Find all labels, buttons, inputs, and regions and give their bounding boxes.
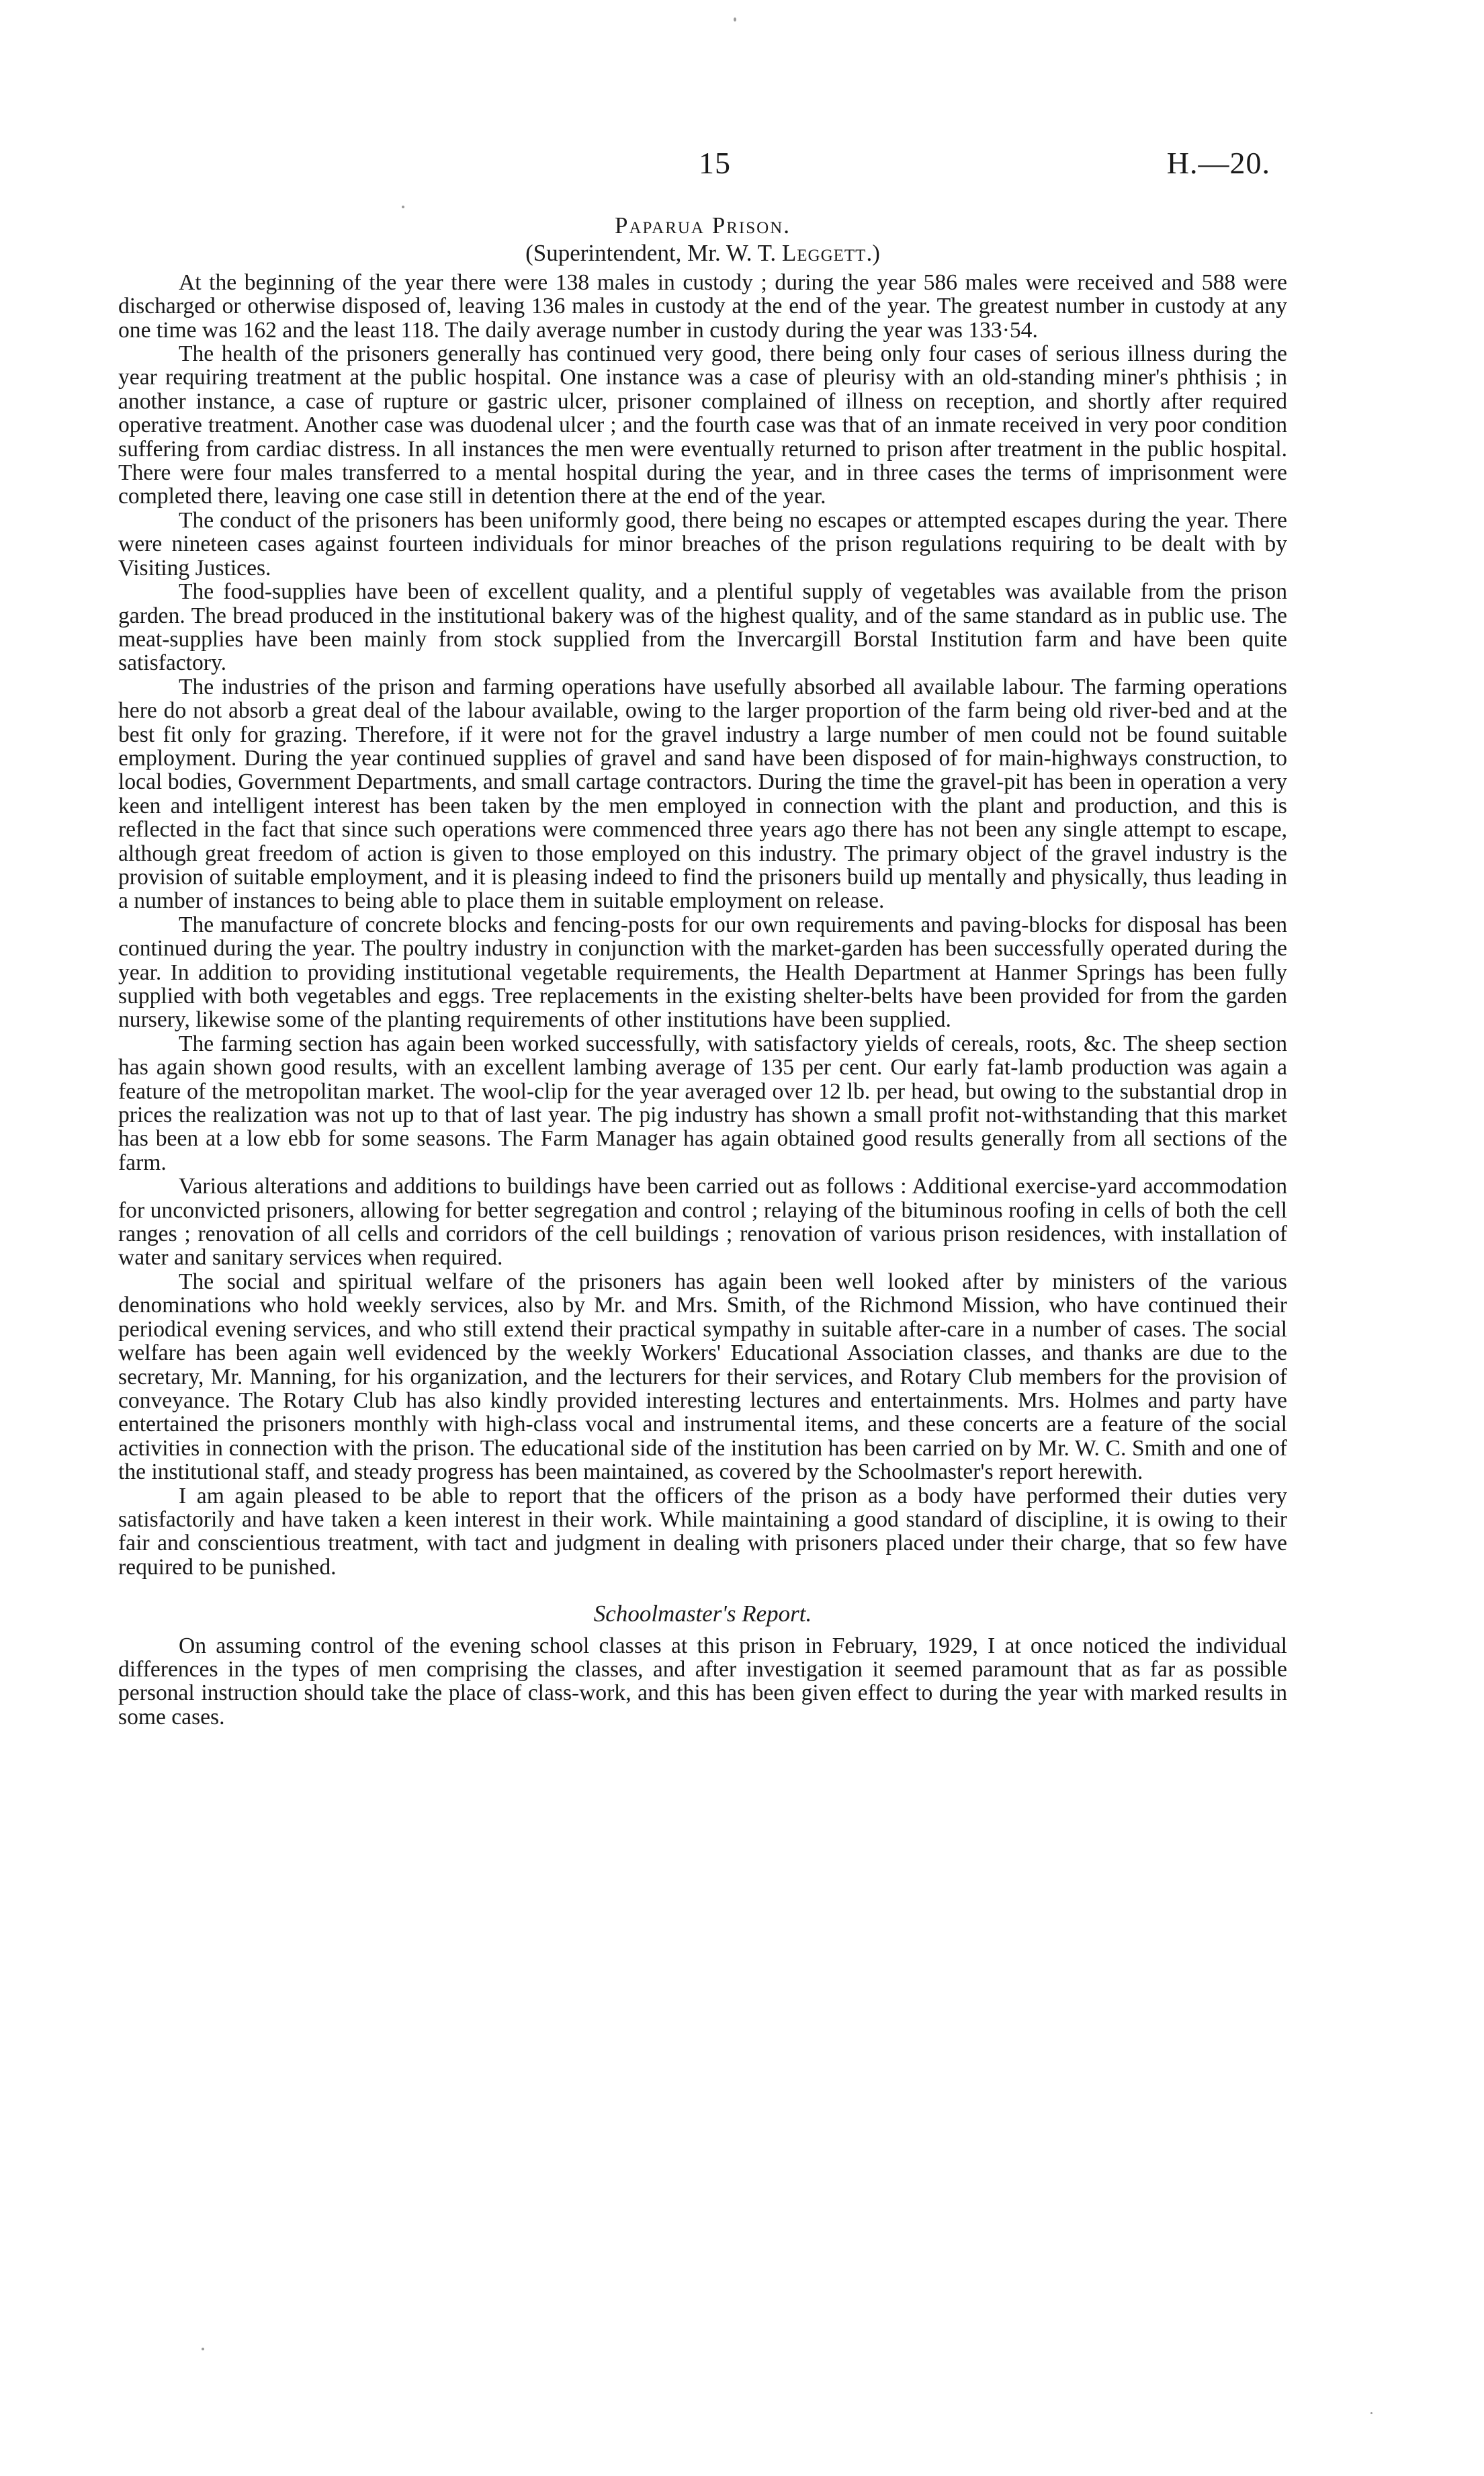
paragraph-officers: I am again pleased to be able to report that the officers of the prison as a body have performed their duties very satisfactorily and have taken a keen interest in their work. While maintaining a good standard of discipline, it is owing to their fair and conscientious treatment, with tact and judgment in dealing with prisoners placed under their charge, that so few have required to be punished. <box>118 1483 1287 1580</box>
paragraph-buildings: Various alterations and additions to buildings have been carried out as follows : Additional exercise-yard accommodation for unconvicted prisoners, allowing for better segregation and control ; relaying of the bituminous roofing in cells of both the cell ranges ; renovation of all cells and corridors of the cell buildings ; renovation of various prison residences, with installation of water and sanitary services when required. <box>118 1174 1287 1271</box>
report-subtitle <box>118 241 1287 265</box>
page-number: 15 <box>699 146 731 180</box>
document-reference: H.—20. <box>1166 146 1270 180</box>
paragraph-custody: At the beginning of the year there were 138 males in custody ; during the year 586 males were received and 588 were discharged or otherwise disposed of, leaving 136 males in custody at the end of the year. The greatest number in custody at any one time was 162 and the least 118. The daily average number in custody during the year was 133·54. <box>118 269 1287 343</box>
paragraph-welfare: The social and spiritual welfare of the prisoners has again been well looked after by ministers of the various denominations who hold weekly services, also by Mr. and Mrs. Smith, of the Richmond Mission, who have continued their periodical evening services, and who still extend their practical sympathy in suitable after-care in a number of cases. The social welfare has been again well evidenced by the weekly Workers' Educational Association classes, and thanks are due to the secretary, Mr. Manning, for his organization, and the lecturers for their services, and Rotary Club members for the provision of conveyance. The Rotary Club has also kindly provided interesting lectures and entertainments. Mrs. Holmes and party have entertained the prisoners monthly with high-class vocal and instrumental items, and these concerts are a feature of the social activities in connection with the prison. The educational side of the institution has been carried on by Mr. W. C. Smith and one of the institutional staff, and steady progress has been maintained, as covered by the Schoolmaster's report herewith. <box>118 1269 1287 1485</box>
report-title: Paparua Prison. <box>615 212 791 239</box>
report-body <box>118 214 1287 1729</box>
subtitle-prefix: (Superintendent, Mr. W. T. <box>525 240 782 267</box>
scan-speck <box>202 2348 204 2350</box>
paragraph-food-supplies: The food-supplies have been of excellent quality, and a plentiful supply of vegetables was available from the prison garden. The bread produced in the institutional bakery was of the highest quality, and of the same standard as in public use. The meat-supplies have been mainly from stock supplied from the Invercargill Borstal Institution farm and have been quite satisfactory. <box>118 579 1287 676</box>
scan-speck <box>402 206 404 208</box>
paragraph-schoolmaster: On assuming control of the evening school classes at this prison in February, 1929, I at once noticed the individual differences in the types of men comprising the classes, and after investigation it seemed paramount that as far as possible personal instruction should take the place of class-work, and this has been given effect to during the year with marked results in some cases. <box>118 1633 1287 1730</box>
paragraph-health: The health of the prisoners generally has continued very good, there being only four cases of serious illness during the year requiring treatment at the public hospital. One instance was a case of pleurisy with an old-standing miner's phthisis ; in another instance, a case of rupture or gastric ulcer, prisoner complained of illness on reception, and shortly after required operative treatment. Another case was duodenal ulcer ; and the fourth case was that of an inmate received in very poor condition suffering from cardiac distress. In all instances the men were eventually returned to prison after treatment in the public hospital. There were four males transferred to a mental hospital during the year, and in three cases the terms of imprisonment were completed there, leaving one case still in detention there at the end of the year. <box>118 341 1287 509</box>
paragraph-industries: The industries of the prison and farming operations have usefully absorbed all available labour. The farming operations here do not absorb a great deal of the labour available, owing to the larger proportion of the farm being old river-bed and at the best fit only for grazing. Therefore, if it were not for the gravel industry a large number of men could not be found suitable employment. During the year continued supplies of gravel and sand have been disposed of for main-highways construction, to local bodies, Government Departments, and small cartage contractors. During the time the gravel-pit has been in operation a very keen and intelligent interest has been taken by the men employed in connection with the plant and production, and this is reflected in the fact that since such operations were commenced three years ago there has not been any single attempt to escape, although great freedom of action is given to those employed on this industry. The primary object of the gravel industry is the provision of suitable employment, and it is pleasing indeed to find the prisoners build up mentally and physically, thus leading in a number of instances to being able to place them in suitable employment on release. <box>118 674 1287 914</box>
superintendent-name: Leggett <box>781 240 867 267</box>
paragraph-conduct: The conduct of the prisoners has been uniformly good, there being no escapes or attempted escapes during the year. There were nineteen cases against fourteen individuals for minor breaches of the prison regulations requiring to be dealt with by Visiting Justices. <box>118 507 1287 581</box>
schoolmaster-heading: Schoolmaster's Report. <box>593 1600 812 1627</box>
subtitle-suffix: .) <box>866 240 880 267</box>
paragraph-farming: The farming section has again been worked successfully, with satisfactory yields of cereals, roots, &c. The sheep section has again shown good results, with an excellent lambing average of 135 per cent. Our early fat-lamb production was again a feature of the metropolitan market. The wool-clip for the year averaged over 12 lb. per head, but owing to the substantial drop in prices the realization was not up to that of last year. The pig industry has shown a small profit not-withstanding that this market has been at a low ebb for some seasons. The Farm Manager has again obtained good results generally from all sections of the farm. <box>118 1031 1287 1175</box>
page-header <box>0 145 1484 192</box>
scan-speck <box>734 17 736 22</box>
scan-speck <box>1370 2412 1372 2414</box>
paragraph-manufacture: The manufacture of concrete blocks and fencing-posts for our own requirements and paving-blocks for disposal has been continued during the year. The poultry industry in conjunction with the market-garden has been successfully operated during the year. In addition to providing institutional vegetable requirements, the Health Department at Hanmer Springs has been fully supplied with both vegetables and eggs. Tree replacements in the existing shelter-belts have been provided for from the garden nursery, likewise some of the planting requirements of other institutions have been supplied. <box>118 912 1287 1033</box>
